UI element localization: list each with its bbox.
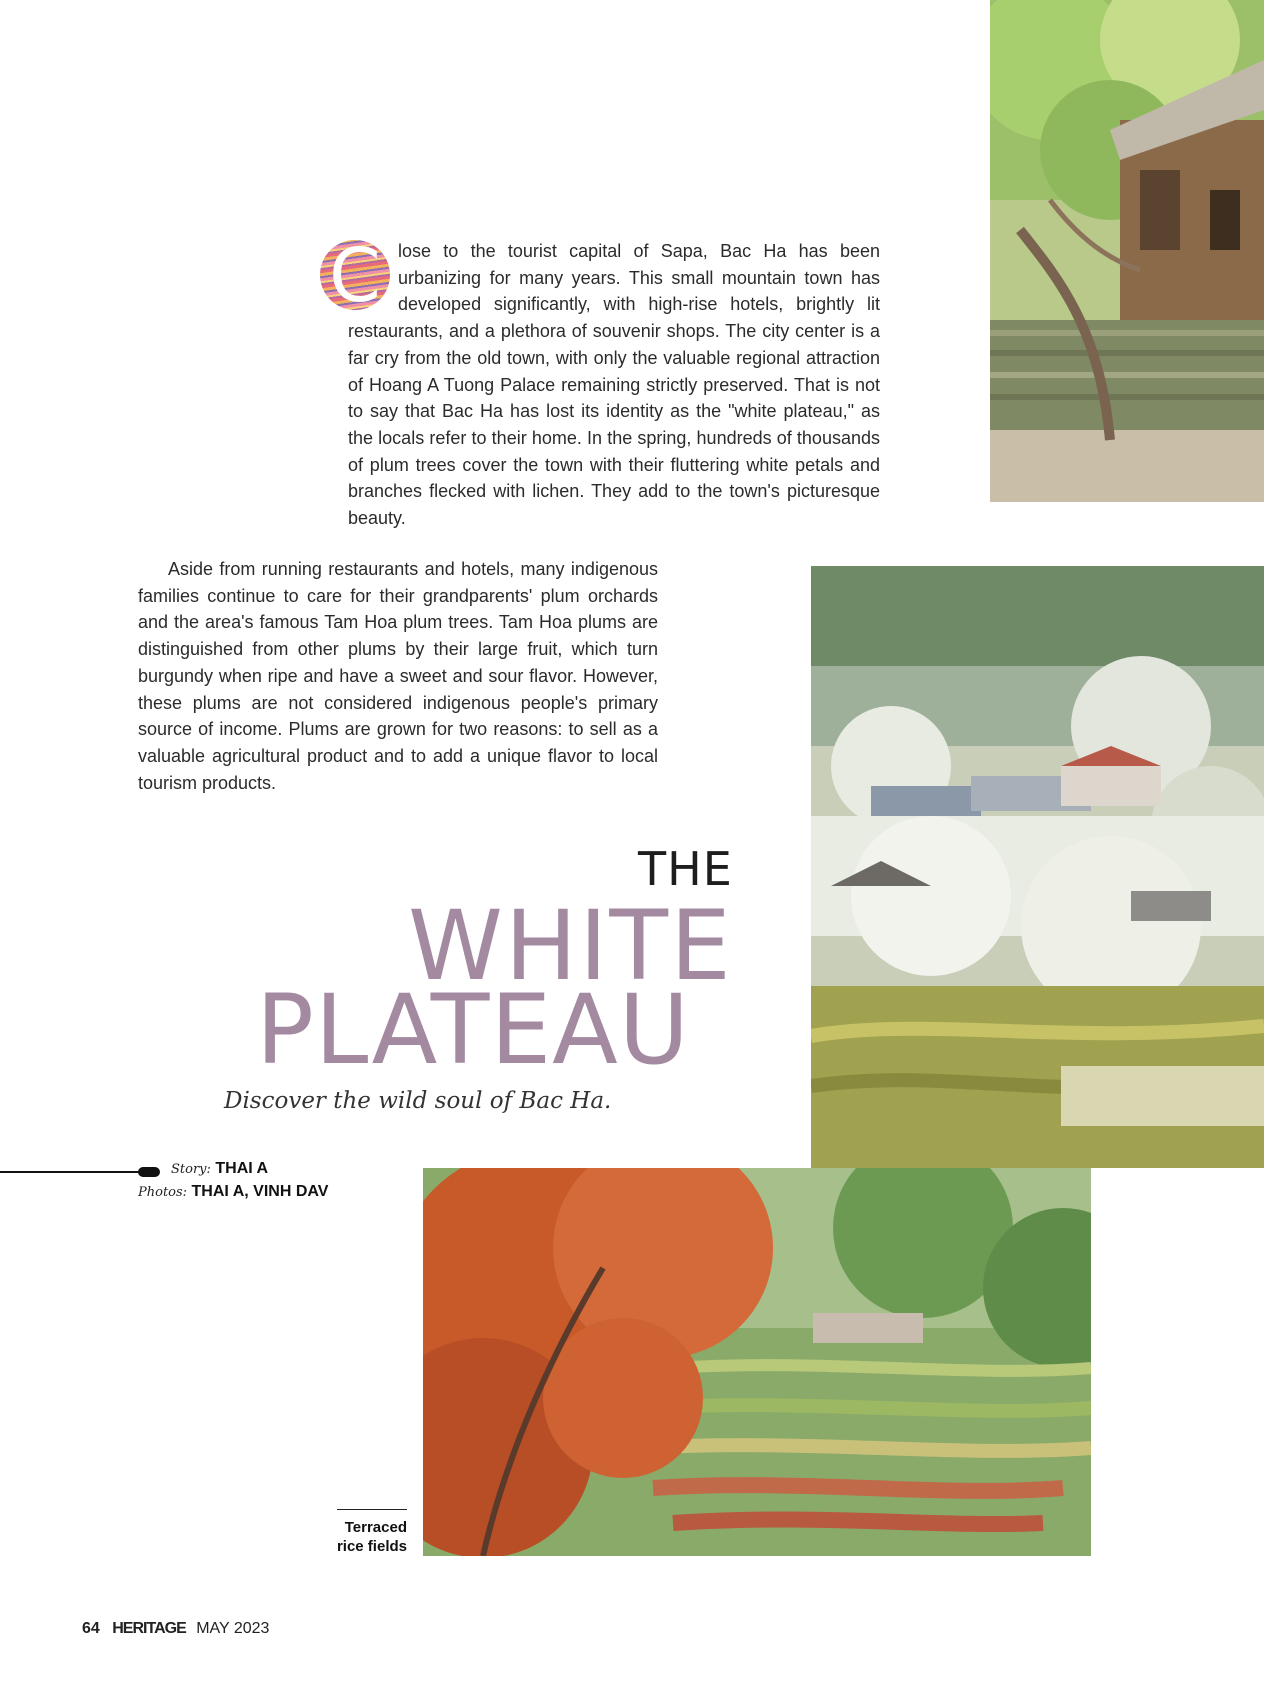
photo-terraced-rice-fields [423,1168,1091,1556]
dropcap-letter: C [329,240,381,310]
photo-caption [300,1518,407,1556]
credit-story [171,1160,268,1178]
paragraph-1-text: lose to the tourist capital of Sapa, Bac Ha has been urbanizing for many years. This small mountain town has developed significantly, with high-rise hotels, brightly lit restaurants, and a plethora of souvenir shops. The city center is a far cry from the old town, with only the valuable regional attraction of Hoang A Tuong Palace remaining strictly preserved. That is not to say that Bac Ha has lost its identity as the "white plateau," as the locals refer to their home. In the spring, hundreds of thousands of plum trees cover the town with their fluttering white petals and branches flecked with lichen. They add to the town's picturesque beauty. [348,241,880,529]
title-line-white: WHITE [408,890,733,1002]
credit-marker [138,1167,160,1177]
caption-line-2: rice fields [336,1538,407,1555]
photos-name: THAI A, VINH DAV [191,1183,329,1200]
title-line-plateau: PLATEAU [256,974,691,1086]
page-footer [82,1620,269,1638]
credit-rule [0,1171,142,1173]
caption-line-1: Terraced [344,1519,407,1536]
article-paragraph-1 [329,238,880,532]
photo-plum-village [811,566,1264,1168]
story-label: Story: [171,1162,211,1177]
story-name: THAI A [215,1160,269,1177]
dropcap [320,240,390,310]
subtitle: Discover the wild soul of Bac Ha. [224,1088,612,1114]
title-line-the: THE [638,842,733,896]
page-number: 64 [82,1620,100,1637]
publication-name: HERITAGE [112,1620,186,1637]
photos-label: Photos: [138,1185,188,1200]
photo-wooden-house [990,0,1264,502]
article-paragraph-2: Aside from running restaurants and hotels, many indigenous families continue to care for their grandparents' plum orchards and the area's famous Tam Hoa plum trees. Tam Hoa plums are distinguished from other plums by their large fruit, which turn burgundy when ripe and have a sweet and sour flavor. However, these plums are not considered indigenous people's primary source of income. Plums are grown for two reasons: to sell as a valuable agricultural product and to add a unique flavor to local tourism products. [138,559,658,793]
issue-date: MAY 2023 [196,1620,270,1637]
caption-rule [337,1509,407,1510]
credit-photos [138,1183,328,1201]
